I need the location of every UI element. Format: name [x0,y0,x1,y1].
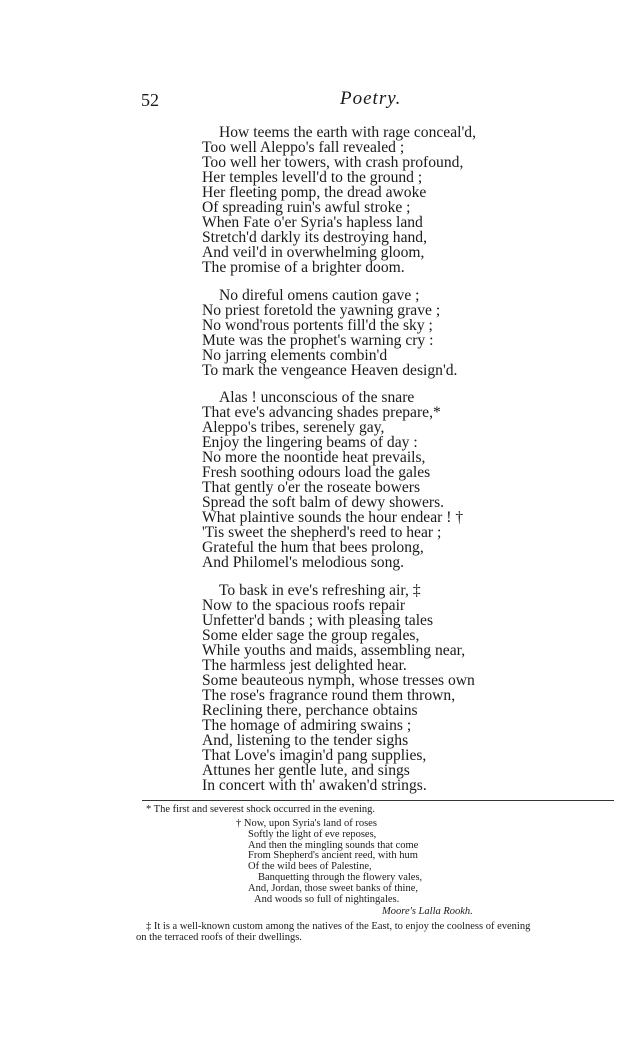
verse-line: To bask in eve's refreshing air, ‡ [219,582,421,599]
footnote-star: * The first and severest shock occurred in the evening. [146,804,375,815]
verse-line: And veil'd in overwhelming gloom, [202,244,425,261]
footnote-line: † Now, upon Syria's land of roses [236,818,377,829]
verse-line: While youths and maids, assembling near, [202,642,466,659]
verse-line: 'Tis sweet the shepherd's reed to hear ; [202,524,442,541]
verse-line: No priest foretold the yawning grave ; [202,302,441,319]
verse-line: No wond'rous portents fill'd the sky ; [202,317,433,334]
footnote-rule [142,800,614,801]
verse-line: That eve's advancing shades prepare,* [202,404,441,421]
verse-line: Now to the spacious roofs repair [202,597,406,614]
verse-line: The homage of admiring swains ; [202,717,412,734]
verse-line: And Philomel's melodious song. [202,554,405,571]
verse-line: How teems the earth with rage conceal'd, [219,124,476,141]
verse-line: Some beauteous nymph, whose tresses own [202,672,475,689]
verse-line: Aleppo's tribes, serenely gay, [202,419,385,436]
verse-line: Attunes her gentle lute, and sings [202,762,410,779]
verse-line: The rose's fragrance round them thrown, [202,687,456,704]
verse-line: That gently o'er the roseate bowers [202,479,421,496]
footnote-line: Of the wild bees of Palestine, [248,861,372,873]
footnote-line: on the terraced roofs of their dwellings. [136,931,302,943]
verse-line: The promise of a brighter doom. [202,259,405,276]
verse-line: Reclining there, perchance obtains [202,702,418,719]
verse-line: Enjoy the lingering beams of day : [202,434,418,451]
verse-line: Spread the soft balm of dewy showers. [202,494,445,511]
verse-line: Her temples levell'd to the ground ; [202,169,423,186]
verse-line: Some elder sage the group regales, [202,627,420,644]
verse-line: Too well Aleppo's fall revealed ; [202,139,405,156]
footnote-line: ‡ It is a well-known custom among the natives of the East, to enjoy the coolness of evening [146,921,531,932]
footnote-line: And woods so full of nightingales. [254,893,400,905]
footnote-source: Moore's Lalla Rookh. [382,906,473,917]
footnote-line: And, Jordan, those sweet banks of thine, [248,882,419,894]
stanza-2 [202,288,457,378]
footnote-line: Banquetting through the flowery vales, [258,871,423,883]
verse-line: No direful omens caution gave ; [219,287,420,304]
verse-line: Too well her towers, with crash profound, [202,154,464,171]
verse-line: Alas ! unconscious of the snare [219,389,415,406]
stanza-4 [202,583,475,793]
stanza-3 [202,390,463,570]
footnote-line: Softly the light of eve reposes, [248,828,377,840]
verse-line: Unfetter'd bands ; with pleasing tales [202,612,434,629]
verse-line: Her fleeting pomp, the dread awoke [202,184,427,201]
footnote-dagger [236,819,422,905]
verse-line: No more the noontide heat prevails, [202,449,426,466]
stanza-1 [202,125,476,275]
verse-line: Of spreading ruin's awful stroke ; [202,199,411,216]
footnote-line: From Shepherd's ancient reed, with hum [248,850,418,862]
footnote-ddagger [136,922,530,944]
verse-line: Mute was the prophet's warning cry : [202,332,434,349]
verse-line: And, listening to the tender sighs [202,732,409,749]
verse-line: Stretch'd darkly its destroying hand, [202,229,427,246]
verse-line: The harmless jest delighted hear. [202,657,407,674]
verse-line: When Fate o'er Syria's hapless land [202,214,423,231]
verse-line: That Love's imagin'd pang supplies, [202,747,427,764]
verse-line: Fresh soothing odours load the gales [202,464,431,481]
verse-line: Grateful the hum that bees prolong, [202,539,424,556]
running-title: Poetry. [340,88,402,109]
verse-line: What plaintive sounds the hour endear ! † [202,509,464,526]
footnote-line: And then the mingling sounds that come [248,839,419,851]
verse-line: To mark the vengeance Heaven design'd. [202,362,458,379]
page-number: 52 [141,90,159,110]
verse-line: In concert with th' awaken'd strings. [202,777,427,794]
verse-line: No jarring elements combin'd [202,347,388,364]
